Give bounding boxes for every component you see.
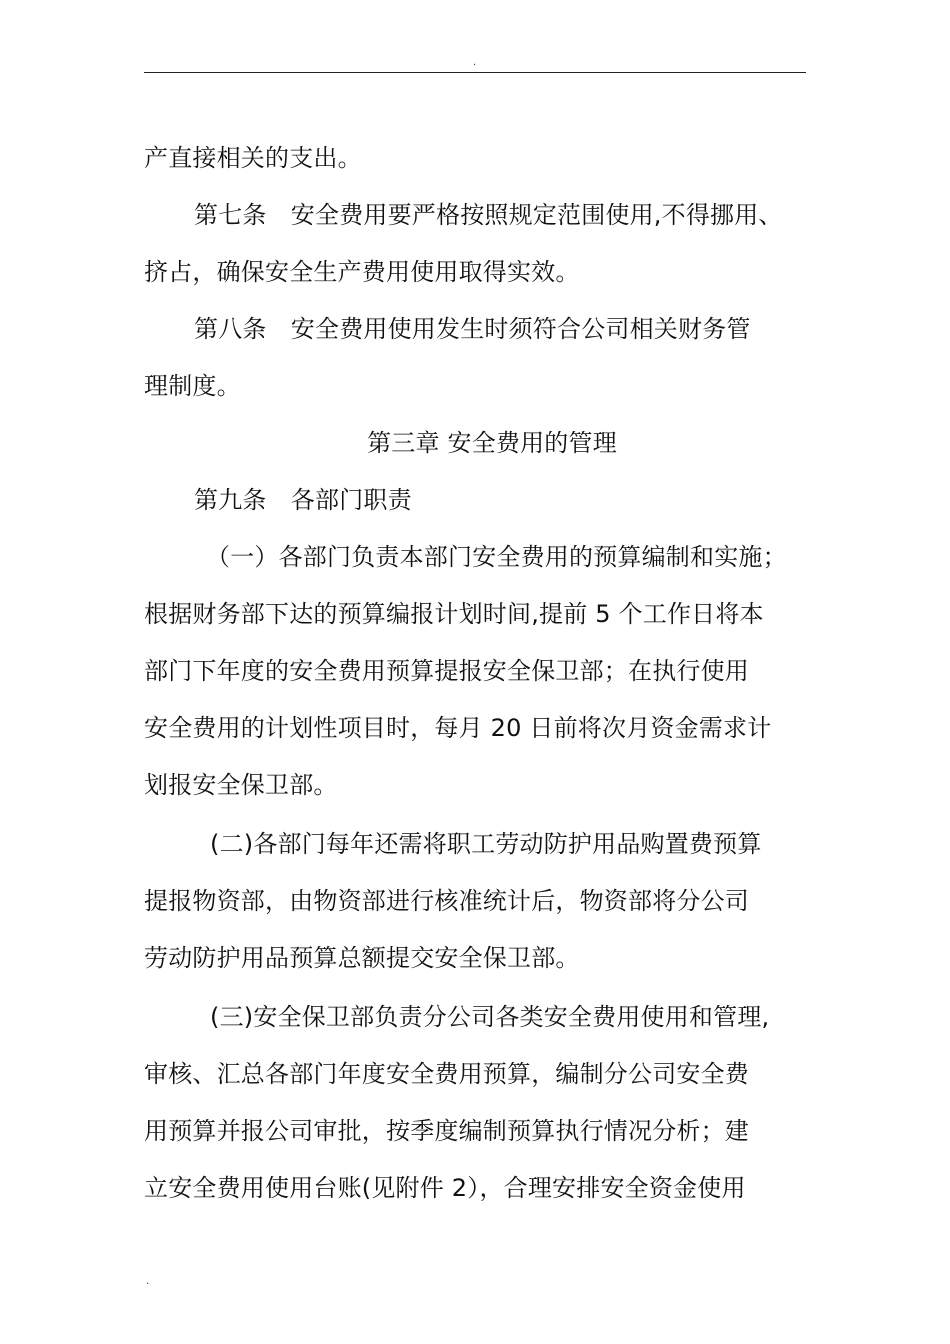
- item-3-line-4: 立安全费用使用台账(见附件 2），合理安排安全资金使用: [144, 1174, 746, 1202]
- article-7-line-1: 第七条 安全费用要严格按照规定范围使用,不得挪用、: [194, 201, 783, 229]
- item-1-line-2: 根据财务部下达的预算编报计划时间,提前 5 个工作日将本: [144, 600, 764, 628]
- text-line-1: 产直接相关的支出。: [144, 144, 362, 172]
- header-dot: .: [473, 57, 477, 68]
- item-1-line-1: （一）各部门负责本部门安全费用的预算编制和实施；: [206, 543, 787, 571]
- article-9-heading: 第九条 各部门职责: [194, 486, 412, 514]
- chapter-3-heading: 第三章 安全费用的管理: [367, 429, 617, 457]
- header-rule: [144, 72, 806, 73]
- item-2-line-1: (二)各部门每年还需将职工劳动防护用品购置费预算: [210, 830, 762, 858]
- item-3-line-3: 用预算并报公司审批，按季度编制预算执行情况分析；建: [144, 1117, 749, 1145]
- item-3-line-2: 审核、汇总各部门年度安全费用预算，编制分公司安全费: [144, 1060, 749, 1088]
- article-8-line-2: 理制度。: [144, 372, 241, 400]
- item-2-line-2: 提报物资部，由物资部进行核准统计后，物资部将分公司: [144, 887, 749, 915]
- item-2-line-3: 劳动防护用品预算总额提交安全保卫部。: [144, 944, 580, 972]
- item-1-line-4: 安全费用的计划性项目时，每月 20 日前将次月资金需求计: [144, 714, 772, 742]
- article-8-line-1: 第八条 安全费用使用发生时须符合公司相关财务管: [194, 315, 751, 343]
- footer-dot: .: [146, 1276, 150, 1287]
- item-3-line-1: (三)安全保卫部负责分公司各类安全费用使用和管理,: [210, 1003, 770, 1031]
- article-7-line-2: 挤占，确保安全生产费用使用取得实效。: [144, 258, 580, 286]
- item-1-line-3: 部门下年度的安全费用预算提报安全保卫部；在执行使用: [144, 657, 749, 685]
- item-1-line-5: 划报安全保卫部。: [144, 771, 338, 799]
